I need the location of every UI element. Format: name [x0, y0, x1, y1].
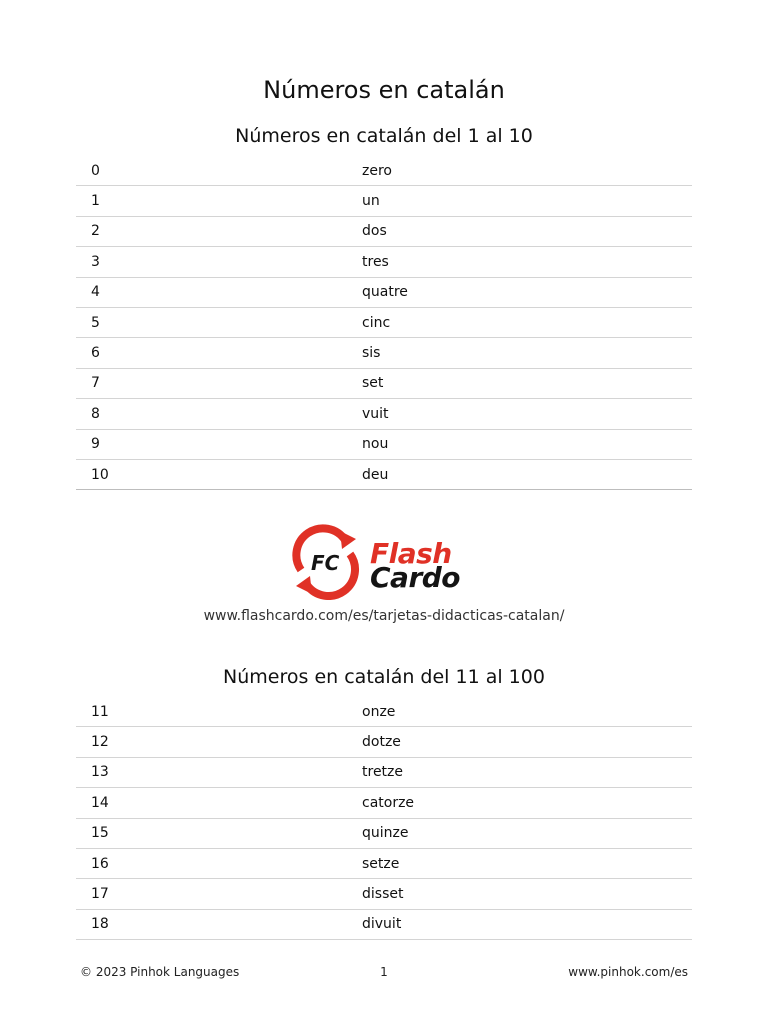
word-cell: catorze — [347, 788, 692, 818]
table-row — [76, 909, 692, 939]
table-row — [76, 788, 692, 818]
numbers-table-1-to-10 — [76, 156, 692, 490]
table-row — [76, 307, 692, 337]
number-cell: 17 — [76, 879, 347, 909]
table-row — [76, 848, 692, 878]
word-cell: onze — [347, 697, 692, 727]
footer-page-number: 1 — [380, 965, 388, 979]
word-cell: setze — [347, 848, 692, 878]
table-row — [76, 879, 692, 909]
number-cell: 2 — [76, 216, 347, 246]
footer-copyright: © 2023 Pinhok Languages — [80, 965, 240, 979]
number-cell: 6 — [76, 338, 347, 368]
flashcardo-logo[interactable] — [288, 524, 478, 600]
word-cell: cinc — [347, 307, 692, 337]
page-footer — [80, 965, 688, 983]
table-row — [76, 186, 692, 216]
word-cell: un — [347, 186, 692, 216]
word-cell: sis — [347, 338, 692, 368]
number-cell: 15 — [76, 818, 347, 848]
logo-text-cardo: Cardo — [370, 561, 461, 594]
word-cell: set — [347, 368, 692, 398]
word-cell: tres — [347, 247, 692, 277]
table-row — [76, 429, 692, 459]
word-cell: nou — [347, 429, 692, 459]
word-cell: dos — [347, 216, 692, 246]
logo-mark-text: FC — [311, 551, 340, 575]
section-heading-11-to-100: Números en catalán del 11 al 100 — [223, 666, 545, 688]
number-cell: 7 — [76, 368, 347, 398]
word-cell: vuit — [347, 399, 692, 429]
logo-text-flash: Flash — [370, 537, 452, 570]
table-row — [76, 757, 692, 787]
page-title: Números en catalán — [263, 76, 505, 104]
table-row — [76, 399, 692, 429]
number-cell: 12 — [76, 727, 347, 757]
number-cell: 5 — [76, 307, 347, 337]
flashcardo-logo-mark-icon — [288, 524, 366, 600]
footer-site-link[interactable]: www.pinhok.com/es — [568, 965, 688, 979]
number-cell: 8 — [76, 399, 347, 429]
word-cell: tretze — [347, 757, 692, 787]
word-cell: quinze — [347, 818, 692, 848]
number-cell: 9 — [76, 429, 347, 459]
number-cell: 16 — [76, 848, 347, 878]
table-row — [76, 818, 692, 848]
word-cell: quatre — [347, 277, 692, 307]
table-row — [76, 368, 692, 398]
number-cell: 14 — [76, 788, 347, 818]
section-heading-1-to-10: Números en catalán del 1 al 10 — [235, 125, 533, 147]
table-row — [76, 277, 692, 307]
number-cell: 0 — [76, 156, 347, 186]
number-cell: 1 — [76, 186, 347, 216]
word-cell: deu — [347, 459, 692, 489]
table-row — [76, 156, 692, 186]
word-cell: divuit — [347, 909, 692, 939]
word-cell: disset — [347, 879, 692, 909]
table-row — [76, 247, 692, 277]
numbers-table-11-to-100 — [76, 697, 692, 940]
number-cell: 11 — [76, 697, 347, 727]
flashcardo-link[interactable]: www.flashcardo.com/es/tarjetas-didacticas-catalan/ — [203, 608, 565, 624]
table-row — [76, 459, 692, 489]
table-row — [76, 338, 692, 368]
table-row — [76, 697, 692, 727]
number-cell: 18 — [76, 909, 347, 939]
word-cell: dotze — [347, 727, 692, 757]
number-cell: 13 — [76, 757, 347, 787]
table-row — [76, 727, 692, 757]
number-cell: 3 — [76, 247, 347, 277]
table-row — [76, 216, 692, 246]
number-cell: 4 — [76, 277, 347, 307]
word-cell: zero — [347, 156, 692, 186]
number-cell: 10 — [76, 459, 347, 489]
